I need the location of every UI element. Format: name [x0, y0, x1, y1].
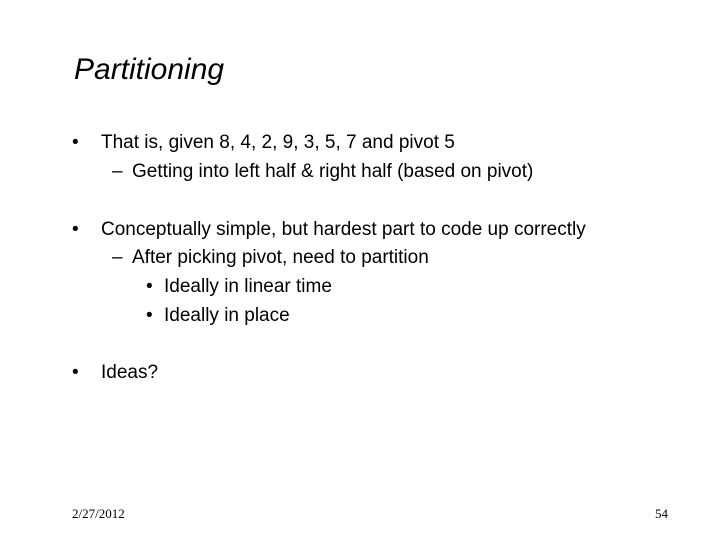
dash-marker: – [112, 247, 123, 268]
bullet-marker: • [146, 276, 153, 297]
bullet-text: Ideas? [101, 362, 159, 383]
slide-title: Partitioning [74, 53, 225, 86]
footer-date: 2/27/2012 [72, 506, 125, 521]
bullet-given-values [72, 132, 455, 154]
sub-bullet-text: Getting into left half & right half (based on pivot) [132, 161, 534, 182]
bullet-text: That is, given 8, 4, 2, 9, 3, 5, 7 and pivot 5 [101, 132, 455, 153]
bullet-marker: • [146, 305, 153, 326]
bullet-marker: • [72, 132, 79, 153]
sub-bullet-text: After picking pivot, need to partition [132, 247, 429, 268]
sub-bullet-halves [112, 161, 534, 183]
dash-marker: – [112, 161, 123, 182]
sub-sub-bullet-in-place [146, 305, 290, 327]
bullet-marker: • [72, 219, 79, 240]
sub-sub-bullet-text: Ideally in place [164, 305, 290, 326]
sub-bullet-partition [112, 247, 429, 269]
bullet-marker: • [72, 362, 79, 383]
bullet-ideas [72, 362, 159, 384]
page-number: 54 [655, 506, 668, 521]
bullet-text: Conceptually simple, but hardest part to code up correctly [101, 219, 586, 240]
sub-sub-bullet-linear-time [146, 276, 332, 298]
bullet-conceptually-simple [72, 219, 586, 241]
sub-sub-bullet-text: Ideally in linear time [164, 276, 332, 297]
